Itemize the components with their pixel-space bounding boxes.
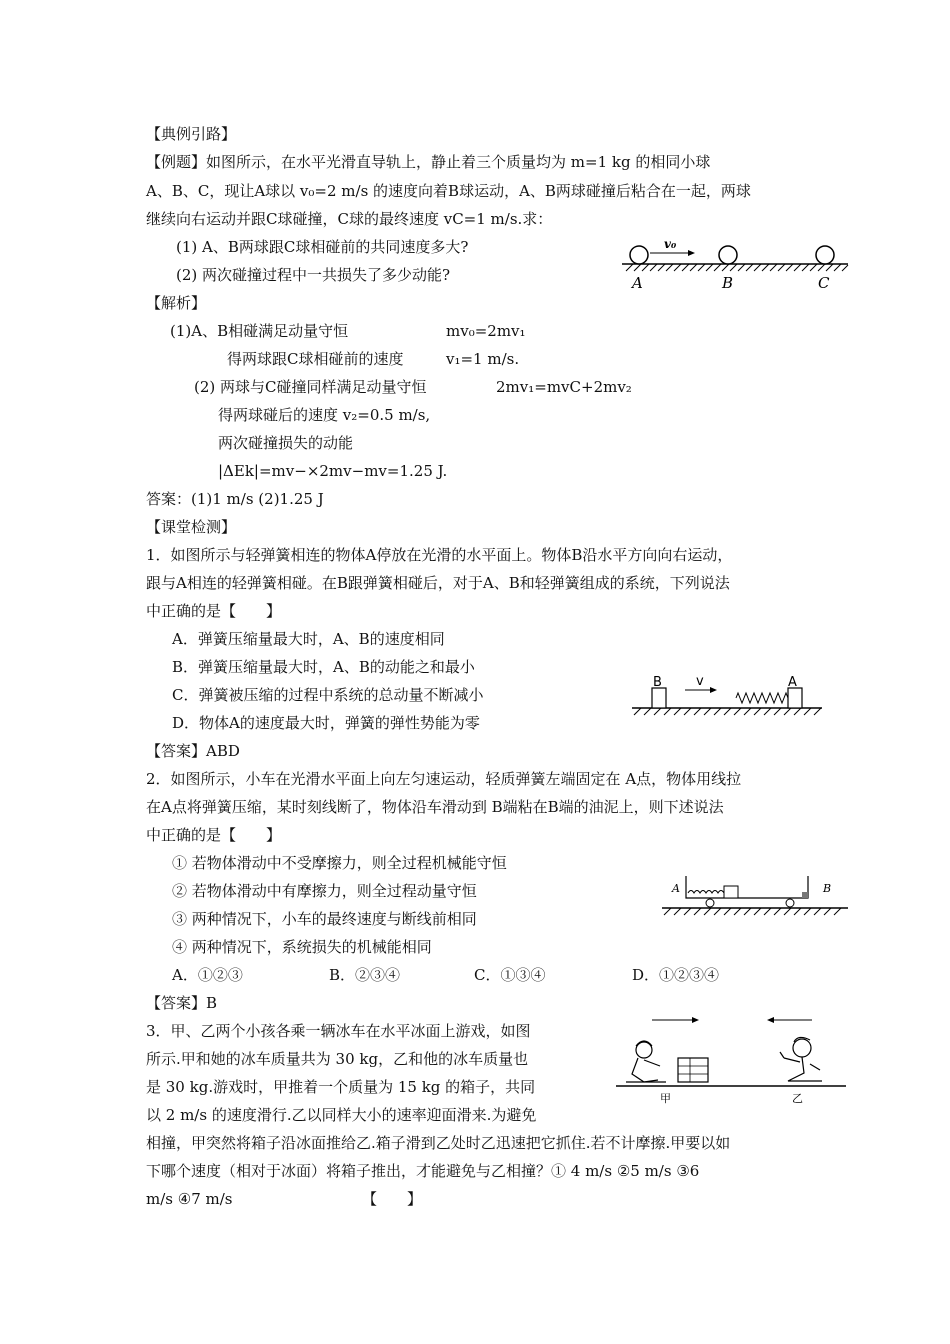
velocity-arrow-head: [688, 250, 695, 256]
ball-b: [719, 246, 737, 264]
spring: [688, 891, 724, 894]
q3-text-line-1: 3．甲、乙两个小孩各乘一辆冰车在水平冰面上游戏，如图: [146, 1022, 531, 1040]
label-b: B: [823, 882, 832, 895]
ball-c: [816, 246, 834, 264]
label-a: A: [672, 882, 680, 895]
q1-answer: 【答案】ABD: [146, 742, 240, 760]
q3-text-line-5: 相撞，甲突然将箱子沿冰面推给乙.箱子滑到乙处时乙迅速把它抓住.若不计摩擦.甲要以如: [146, 1134, 731, 1152]
analysis-equation-2: v₁=1 m/s.: [446, 350, 520, 368]
q1-option-d: D．物体A的速度最大时，弹簧的弹性势能为零: [172, 714, 480, 732]
section-heading-example: 【典例引路】: [146, 125, 237, 143]
example-answer: 答案：(1)1 m/s (2)1.25 J: [146, 490, 324, 508]
putty: [802, 892, 808, 898]
velocity-label: v₀: [664, 237, 677, 251]
analysis-step-6: |ΔEk|=mv−×2mv−mv=1.25 J.: [218, 462, 448, 480]
section-heading-practice: 【课堂检测】: [146, 518, 237, 536]
q2-option-b: B．②③④: [329, 966, 401, 984]
q3-text-line-2: 所示.甲和她的冰车质量共为 30 kg，乙和他的冰车质量也: [146, 1050, 529, 1068]
q1-text-line-1: 1．如图所示与轻弹簧相连的物体A停放在光滑的水平面上。物体B沿水平方向向右运动，: [146, 546, 733, 564]
q2-option-d: D．①②③④: [632, 966, 720, 984]
q2-option-c: C．①③④: [474, 966, 546, 984]
ground-hatching: [664, 908, 841, 915]
q1-option-a: A．弹簧压缩量最大时，A、B的速度相同: [172, 630, 445, 648]
q1-option-c: C．弹簧被压缩的过程中系统的总动量不断减小: [172, 686, 484, 704]
label-c: C: [818, 274, 830, 292]
ball-a: [630, 246, 648, 264]
analysis-equation-1: mv₀=2mv₁: [446, 322, 526, 340]
cart-wheel-right: [786, 899, 794, 907]
arrow-left-head: [767, 1017, 774, 1023]
q2-text-line-2: 在A点将弹簧压缩，某时刻线断了，物体沿车滑动到 B端粘在B端的油泥上，则下述说法: [146, 798, 724, 816]
example-question-1: (1) A、B两球跟C球相碰前的共同速度多大?: [176, 238, 469, 256]
analysis-step-1: (1)A、B相碰满足动量守恒: [170, 322, 349, 340]
q3-answer-bracket: 【 】: [362, 1190, 423, 1208]
analysis-step-5: 两次碰撞损失的动能: [218, 434, 354, 452]
child-jia: [626, 1041, 666, 1082]
q2-text-line-1: 2．如图所示，小车在光滑水平面上向左匀速运动，轻质弹簧左端固定在 A点，物体用线拉: [146, 770, 742, 788]
q2-statement-3: ③ 两种情况下，小车的最终速度与断线前相同: [172, 910, 477, 928]
block-b: [652, 688, 666, 708]
block-a: [788, 688, 802, 708]
q3-text-line-4: 以 2 m/s 的速度滑行.乙以同样大小的速率迎面滑来.为避免: [146, 1106, 537, 1124]
spring: [736, 693, 788, 703]
analysis-step-3: (2) 两球与C碰撞同样满足动量守恒: [194, 378, 427, 396]
label-b: B: [653, 675, 662, 690]
q2-answer: 【答案】B: [146, 994, 218, 1012]
child-yi: [780, 1037, 822, 1081]
analysis-heading: 【解析】: [146, 294, 207, 312]
label-a: A: [788, 675, 797, 690]
example-text-line-2: A、B、C，现让A球以 v₀=2 m/s 的速度向着B球运动，A、B两球碰撞后粘合在一起，两球: [146, 182, 751, 200]
object-block: [724, 886, 738, 898]
cart-wheel-left: [706, 899, 714, 907]
example-text-line-3: 继续向右运动并跟C球碰撞，C球的最终速度 vC=1 m/s.求：: [146, 210, 553, 228]
label-b: B: [722, 274, 734, 292]
collision-balls-figure: [620, 236, 850, 296]
velocity-arrow-head: [710, 687, 717, 693]
q2-option-a: A．①②③: [172, 966, 243, 984]
analysis-step-4: 得两球碰后的速度 v₂=0.5 m/s,: [218, 406, 431, 424]
example-question-2: (2) 两次碰撞过程中一共损失了多少动能?: [176, 266, 451, 284]
ice-cart-figure: [614, 1014, 850, 1106]
q3-text-line-6: 下哪个速度（相对于冰面）将箱子推出，才能避免与乙相撞？① 4 m/s ②5 m/s ③6: [146, 1162, 700, 1180]
label-jia: 甲: [660, 1092, 671, 1105]
spring-block-figure: [630, 674, 825, 720]
q2-statement-2: ② 若物体滑动中有摩擦力，则全过程动量守恒: [172, 882, 477, 900]
label-v: v: [696, 674, 704, 689]
cart-body: [686, 876, 808, 898]
q3-text-line-3: 是 30 kg.游戏时，甲推着一个质量为 15 kg 的箱子，共同: [146, 1078, 536, 1096]
label-a: A: [632, 274, 643, 292]
q2-text-line-3: 中正确的是【 】: [146, 826, 282, 844]
q1-option-b: B．弹簧压缩量最大时，A、B的动能之和最小: [172, 658, 475, 676]
cart-spring-figure: [660, 868, 850, 918]
analysis-equation-3: 2mv₁=mvC+2mv₂: [496, 378, 632, 396]
ground-hatching: [634, 708, 821, 715]
q3-text-line-7: m/s ④7 m/s: [146, 1190, 233, 1208]
analysis-step-2: 得两球跟C球相碰前的速度: [227, 350, 404, 368]
label-yi: 乙: [792, 1092, 803, 1105]
pushed-box: [678, 1058, 708, 1082]
example-text-line-1: 【例题】如图所示，在水平光滑直导轨上，静止着三个质量均为 m=1 kg 的相同小球: [146, 153, 711, 171]
q2-statement-1: ① 若物体滑动中不受摩擦力，则全过程机械能守恒: [172, 854, 507, 872]
q1-text-line-2: 跟与A相连的轻弹簧相碰。在B跟弹簧相碰后，对于A、B和轻弹簧组成的系统，下列说法: [146, 574, 730, 592]
arrow-right-head: [692, 1017, 699, 1023]
q2-statement-4: ④ 两种情况下，系统损失的机械能相同: [172, 938, 432, 956]
q1-text-line-3: 中正确的是【 】: [146, 602, 282, 620]
rail-hatching: [626, 264, 848, 271]
